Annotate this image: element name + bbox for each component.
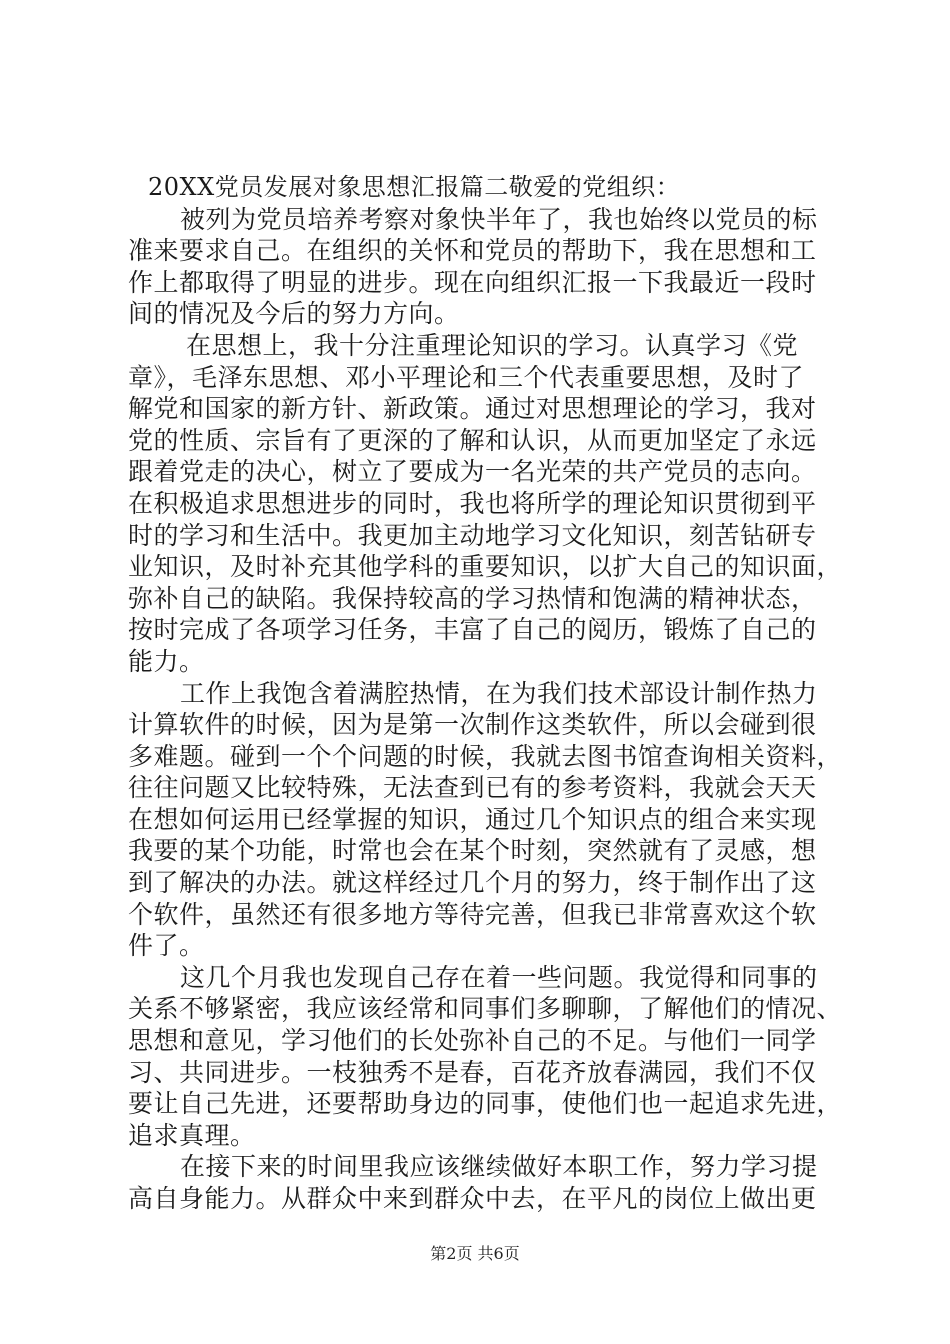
paragraph-line: 我要的某个功能，时常也会在某个时刻，突然就有了灵感，想 [128,836,817,866]
paragraph-line: 到了解决的办法。就这样经过几个月的努力，终于制作出了这 [128,868,817,898]
paragraph-line: 计算软件的时候，因为是第一次制作这类软件，所以会碰到很 [128,710,817,740]
paragraph-line: 习、共同进步。一枝独秀不是春，百花齐放春满园，我们不仅 [128,1057,817,1087]
paragraph-line: 间的情况及今后的努力方向。 [128,299,460,329]
paragraph-line: 按时完成了各项学习任务，丰富了自己的阅历，锻炼了自己的 [128,615,817,645]
paragraph-line: 能力。 [128,646,205,676]
paragraph-line: 要让自己先进，还要帮助身边的同事，使他们也一起追求先进， [128,1089,843,1119]
paragraph-line: 章》，毛泽东思想、邓小平理论和三个代表重要思想，及时了 [128,362,805,392]
paragraph-line: 党的性质、宗旨有了更深的了解和认识，从而更加坚定了永远 [128,425,817,455]
paragraph-line: 追求真理。 [128,1120,256,1150]
paragraph-line: 思想和意见，学习他们的长处弥补自己的不足。与他们一同学 [128,1026,817,1056]
paragraph-line: 准来要求自己。在组织的关怀和党员的帮助下，我在思想和工 [128,236,817,266]
paragraph-line: 在想如何运用已经掌握的知识，通过几个知识点的组合来实现 [128,804,817,834]
document-body [128,172,843,1215]
paragraph-line: 业知识，及时补充其他学科的重要知识，以扩大自己的知识面， [128,552,843,582]
paragraph-line: 多难题。碰到一个个问题的时候，我就去图书馆查询相关资料， [128,741,843,771]
paragraph-line: 工作上我饱含着满腔热情，在为我们技术部设计制作热力 [180,678,818,708]
paragraph-line: 个软件，虽然还有很多地方等待完善，但我已非常喜欢这个软 [128,899,817,929]
paragraph-line: 弥补自己的缺陷。我保持较高的学习热情和饱满的精神状态， [128,583,817,613]
paragraph-line: 高自身能力。从群众中来到群众中去，在平凡的岗位上做出更 [128,1184,817,1213]
page-number-footer: 第2页 共6页 [430,1244,520,1263]
document-title-line: 20XX党员发展对象思想汇报篇二敬爱的党组织： [148,173,681,201]
paragraph-line: 在接下来的时间里我应该继续做好本职工作，努力学习提 [180,1152,818,1182]
paragraph-line: 往往问题又比较特殊，无法查到已有的参考资料，我就会天天 [128,773,817,803]
paragraph-line: 在思想上，我十分注重理论知识的学习。认真学习《党 [186,330,799,360]
paragraph-line: 被列为党员培养考察对象快半年了，我也始终以党员的标 [180,204,818,234]
paragraph-line: 解党和国家的新方针、新政策。通过对思想理论的学习，我对 [128,394,817,424]
paragraph-line: 作上都取得了明显的进步。现在向组织汇报一下我最近一段时 [128,267,817,297]
paragraph-line: 时的学习和生活中。我更加主动地学习文化知识，刻苦钻研专 [128,520,817,550]
paragraph-line: 在积极追求思想进步的同时，我也将所学的理论知识贯彻到平 [128,488,817,518]
paragraph-line: 件了。 [128,931,205,961]
paragraph-line: 这几个月我也发现自己存在着一些问题。我觉得和同事的 [180,962,818,992]
paragraph-line: 跟着党走的决心，树立了要成为一名光荣的共产党员的志向。 [128,457,817,487]
paragraph-line: 关系不够紧密，我应该经常和同事们多聊聊，了解他们的情况、 [128,994,843,1024]
